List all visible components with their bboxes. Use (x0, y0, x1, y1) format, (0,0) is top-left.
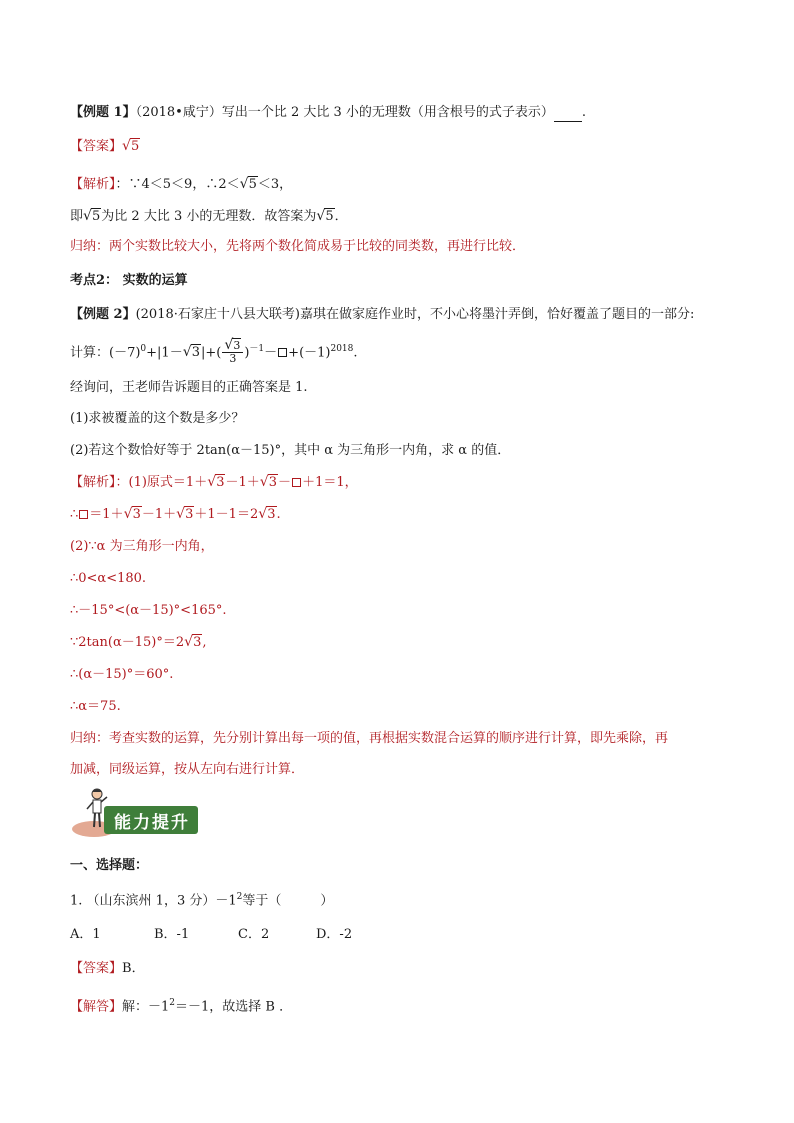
key-point-2 (70, 272, 188, 290)
expr-part: +(－1) (288, 345, 331, 361)
example-1-tail: . (581, 105, 587, 120)
expr-part: 计算：(－7) (70, 345, 141, 361)
solution-text-tail: ＝－1，故选择 B ． (175, 999, 293, 1015)
exponent: 2 (236, 892, 243, 902)
answer-1 (70, 138, 140, 156)
expr-part: . (276, 507, 281, 522)
example-2-label: 【例题 2】 (70, 307, 136, 322)
student-figure-icon (82, 787, 112, 831)
radicand: 3 (216, 475, 225, 490)
sqrt-symbol (124, 506, 142, 524)
question-1-solution (70, 994, 292, 1016)
solution-2-label: 【解析】 (70, 475, 116, 490)
solution-2-line-2 (70, 506, 281, 524)
example-2-intro (70, 306, 694, 324)
expr-part: ∵2tan(α－15)°＝2 (70, 635, 185, 650)
sqrt-symbol (224, 340, 241, 352)
sqrt-symbol (258, 506, 276, 524)
example-2-told: 经询问，王老师告诉题目的正确答案是 1. (70, 380, 308, 395)
expr-part: +|1－ (146, 345, 183, 361)
expr-part: － (278, 475, 292, 490)
expr-part: ＝1＋ (89, 507, 124, 522)
solution-1-text-a: ：∵4＜5＜9，∴2＜ (115, 177, 240, 192)
summary-1: 归纳：两个实数比较大小，先将两个数化简成易于比较的同类数，再进行比较． (70, 239, 526, 254)
solution-1-label: 【解析】 (70, 177, 116, 192)
answer-label: 【答案】 (70, 961, 123, 976)
sqrt-symbol (184, 634, 202, 652)
example-1 (70, 104, 586, 122)
question-1-stem-tail: 等于（ ） (242, 893, 334, 909)
covered-box-icon (292, 478, 301, 487)
covered-box-icon (278, 348, 287, 357)
solution-2-line-4: ∴0<α<180. (70, 571, 147, 586)
sqrt-symbol (176, 506, 194, 524)
question-1-stem: 1. （山东滨州 1，3 分）－1 (70, 893, 237, 909)
radicand: 3 (132, 507, 141, 522)
solution-1-text-b: ＜3， (257, 177, 293, 192)
sqrt-symbol (122, 138, 140, 156)
expr-part: ∴ (70, 507, 79, 522)
exponent: 2 (169, 998, 176, 1008)
option-b: B．-1 (154, 927, 190, 942)
example-1-source: （2018•咸宁） (135, 105, 222, 120)
ability-banner (68, 787, 208, 837)
question-1 (70, 888, 333, 910)
answer-1-radicand: 5 (131, 139, 140, 154)
exponent: 2018 (330, 344, 354, 354)
solution-2-line-6 (70, 634, 207, 652)
solution-1-line-1 (70, 176, 292, 194)
radicand: 3 (185, 507, 194, 522)
solution-1-text-c: 即 (70, 209, 84, 224)
example-1-question: 写出一个比 2 大比 3 小的无理数（用含根号的式子表示） (221, 105, 554, 120)
expr-part: |+( (200, 345, 222, 361)
solution-2-line-1 (70, 474, 358, 492)
example-2-expression (70, 340, 358, 365)
solution-1-text-e: ． (334, 209, 348, 224)
example-2-intro-text: (2018·石家庄十八县大联考)嘉琪在做家庭作业时，不小心将墨汁弄倒，恰好覆盖了题目的一部分: (135, 307, 695, 322)
expr-part: . (353, 345, 358, 361)
question-1-options (70, 926, 352, 944)
radicand: 3 (268, 475, 278, 490)
answer-value: B． (122, 961, 145, 976)
expr-part: ：(1)原式＝1＋ (115, 475, 208, 490)
sqrt-symbol (83, 208, 101, 226)
radicand: 5 (248, 177, 257, 192)
sqrt-symbol (260, 474, 278, 492)
section-title: 一、选择题： (70, 858, 149, 873)
fraction (222, 340, 243, 365)
expr-part: ＋1－1＝2 (194, 507, 259, 522)
expr-part: ＋1＝1， (302, 475, 358, 490)
example-1-label: 【例题 1】 (70, 105, 136, 120)
answer-1-label: 【答案】 (70, 139, 123, 154)
solution-2-line-3: (2)∵α 为三角形一内角， (70, 539, 214, 554)
radicand: 3 (191, 345, 200, 361)
sqrt-symbol (183, 344, 201, 362)
sqrt-symbol (240, 176, 258, 194)
example-2-question-2: (2)若这个数恰好等于 2tan(α－15)°，其中 α 为三角形一内角，求 α 的值． (70, 443, 511, 458)
radicand: 5 (325, 209, 334, 224)
solution-1-line-2 (70, 208, 348, 226)
exponent: －1 (249, 344, 265, 354)
banner-title: 能力提升 (114, 813, 190, 833)
key-point-2-label: 考点2： (70, 273, 119, 288)
question-1-answer (70, 960, 145, 978)
sqrt-symbol (316, 208, 334, 226)
solution-text: 解：－1 (122, 999, 170, 1015)
solution-2-line-7: ∴(α－15)°＝60°. (70, 667, 174, 682)
expr-part: － (264, 345, 278, 361)
radicand: 5 (92, 209, 101, 224)
radicand: 3 (193, 635, 202, 650)
solution-2-line-8: ∴α＝75. (70, 699, 121, 714)
solution-1-text-d: 为比 2 大比 3 小的无理数．故答案为 (101, 209, 317, 224)
answer-blank (554, 109, 582, 122)
key-point-2-title: 实数的运算 (122, 273, 188, 288)
covered-box-icon (79, 510, 88, 519)
summary-2-line-2: 加减，同级运算，按从左向右进行计算． (70, 762, 305, 777)
expr-part: －1＋ (225, 475, 260, 490)
example-2-question-1: (1)求被覆盖的这个数是多少？ (70, 411, 245, 426)
option-d: D．-2 (316, 927, 353, 942)
expr-part: －1＋ (141, 507, 177, 522)
option-a: A．1 (70, 927, 101, 942)
expr-part: , (202, 635, 207, 650)
sqrt-symbol (207, 474, 225, 492)
option-c: C．2 (238, 927, 270, 942)
radicand: 3 (267, 507, 276, 522)
solution-label: 【解答】 (70, 999, 123, 1015)
exponent: 0 (140, 344, 147, 354)
solution-2-line-5: ∴－15°<(α－15)°<165°. (70, 603, 227, 618)
expr-part: ) (244, 345, 250, 361)
denominator: 3 (229, 352, 237, 366)
numerator: 3 (233, 339, 241, 353)
summary-2-line-1: 归纳：考查实数的运算，先分别计算出每一项的值，再根据实数混合运算的顺序进行计算，即先乘除，再 (70, 731, 669, 746)
